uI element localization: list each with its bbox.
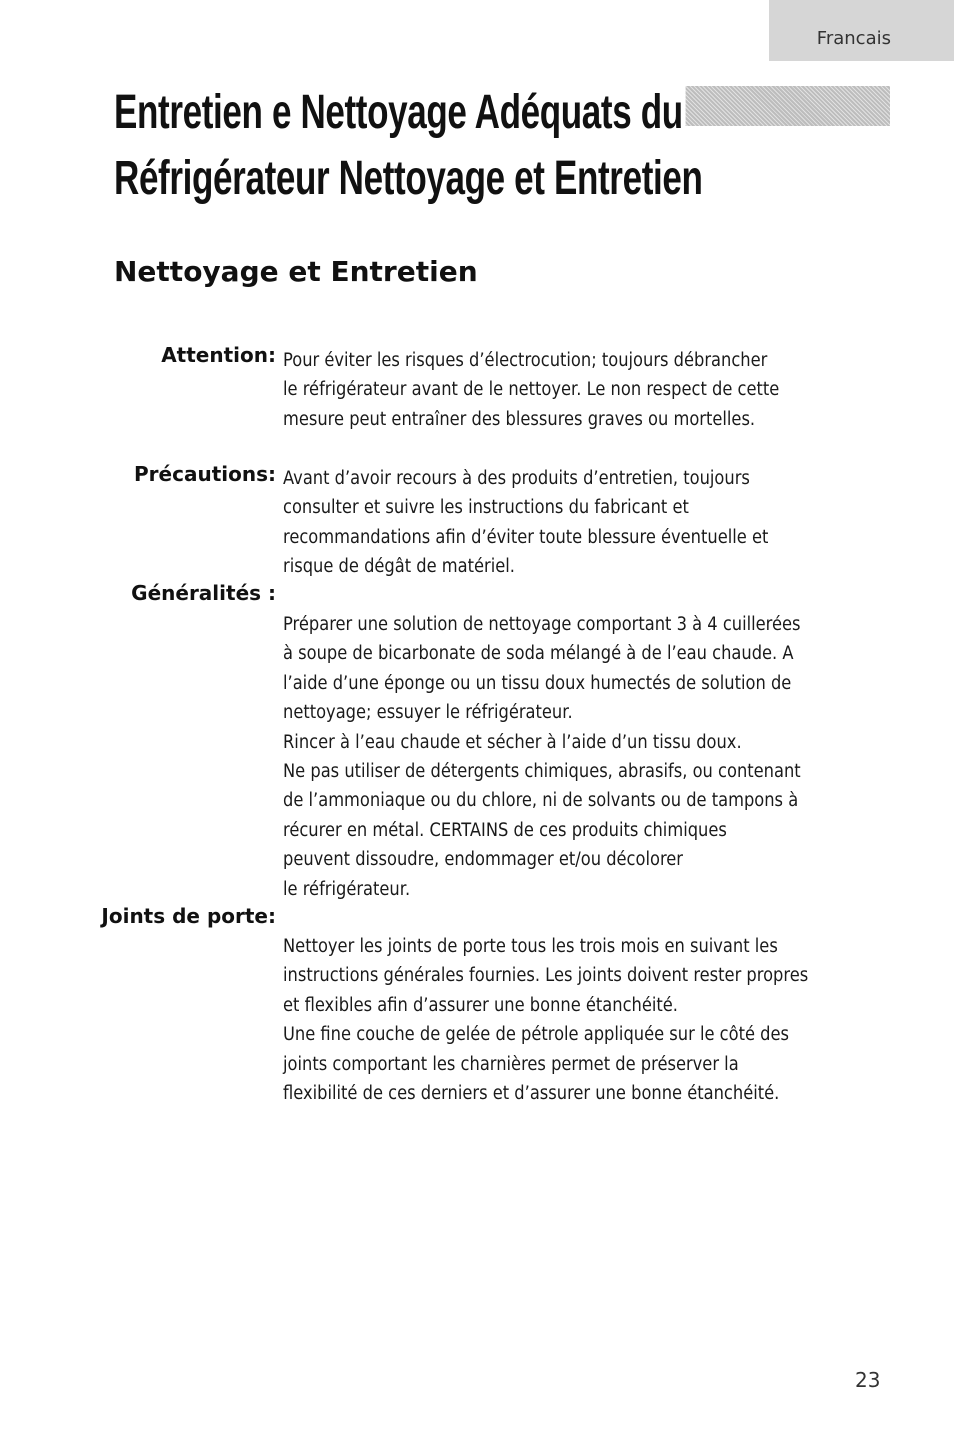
page-title-line-1: Entretien e Nettoyage Adéquats du — [114, 80, 686, 146]
language-label: Francais — [816, 28, 891, 49]
generalites-line: Rincer à l’eau chaude et sécher à l’aide d’un tissu doux. — [283, 731, 742, 753]
precautions-label: Précautions: — [134, 462, 276, 486]
attention-label: Attention: — [161, 343, 276, 367]
precautions-text — [283, 464, 768, 582]
generalites-line: peuvent dissoudre, endommager et/ou décolorer — [283, 849, 684, 871]
precautions-line: Avant d’avoir recours à des produits d’entretien, toujours — [283, 468, 750, 489]
generalites-line: Préparer une solution de nettoyage comportant 3 à 4 cuillerées — [283, 614, 801, 635]
joints-line: instructions générales fournies. Les joints doivent rester propres — [283, 965, 809, 987]
generalites-line: de l’ammoniaque ou du chlore, ni de solvants ou de tampons à — [283, 790, 799, 812]
generalites-line: nettoyage; essuyer le réfrigérateur. — [283, 702, 573, 724]
generalites-text — [283, 610, 801, 904]
generalites-line: récurer en métal. CERTAINS de ces produits chimiques — [283, 819, 727, 841]
joints-label: Joints de porte: — [101, 904, 276, 928]
joints-line: joints comportant les charnières permet de préserver la — [283, 1053, 739, 1075]
joints-line: et flexibles afin d’assurer une bonne étanchéité. — [283, 994, 678, 1016]
page-title — [114, 80, 703, 212]
attention-line: le réfrigérateur avant de le nettoyer. Le non respect de cette — [283, 379, 780, 401]
generalites-line: Ne pas utiliser de détergents chimiques, abrasifs, ou contenant — [283, 761, 801, 783]
generalites-line: à soupe de bicarbonate de soda mélangé à de l’eau chaude. A — [283, 643, 794, 665]
attention-line: Pour éviter les risques d’électrocution; toujours débrancher — [283, 350, 768, 371]
joints-line: Une fine couche de gelée de pétrole appliquée sur le côté des — [283, 1024, 789, 1046]
attention-text — [283, 346, 779, 434]
section-subtitle: Nettoyage et Entretien — [114, 255, 478, 288]
page-title-line-2: Réfrigérateur Nettoyage et Entretien — [114, 152, 703, 205]
joints-line: Nettoyer les joints de porte tous les trois mois en suivant les — [283, 936, 778, 957]
attention-line: mesure peut entraîner des blessures graves ou mortelles. — [283, 408, 756, 430]
generalites-label: Généralités : — [131, 581, 276, 605]
precautions-line: consulter et suivre les instructions du fabricant et — [283, 497, 689, 519]
joints-line: flexibilité de ces derniers et d’assurer une bonne étanchéité. — [283, 1083, 780, 1105]
page-number: 23 — [855, 1368, 881, 1392]
precautions-line: recommandations afin d’éviter toute blessure éventuelle et — [283, 526, 769, 548]
precautions-line: risque de dégât de matériel. — [283, 556, 515, 578]
language-tab — [769, 0, 954, 61]
generalites-line: le réfrigérateur. — [283, 878, 411, 900]
generalites-line: l’aide d’une éponge ou un tissu doux humectés de solution de — [283, 672, 792, 694]
joints-text — [283, 932, 808, 1108]
